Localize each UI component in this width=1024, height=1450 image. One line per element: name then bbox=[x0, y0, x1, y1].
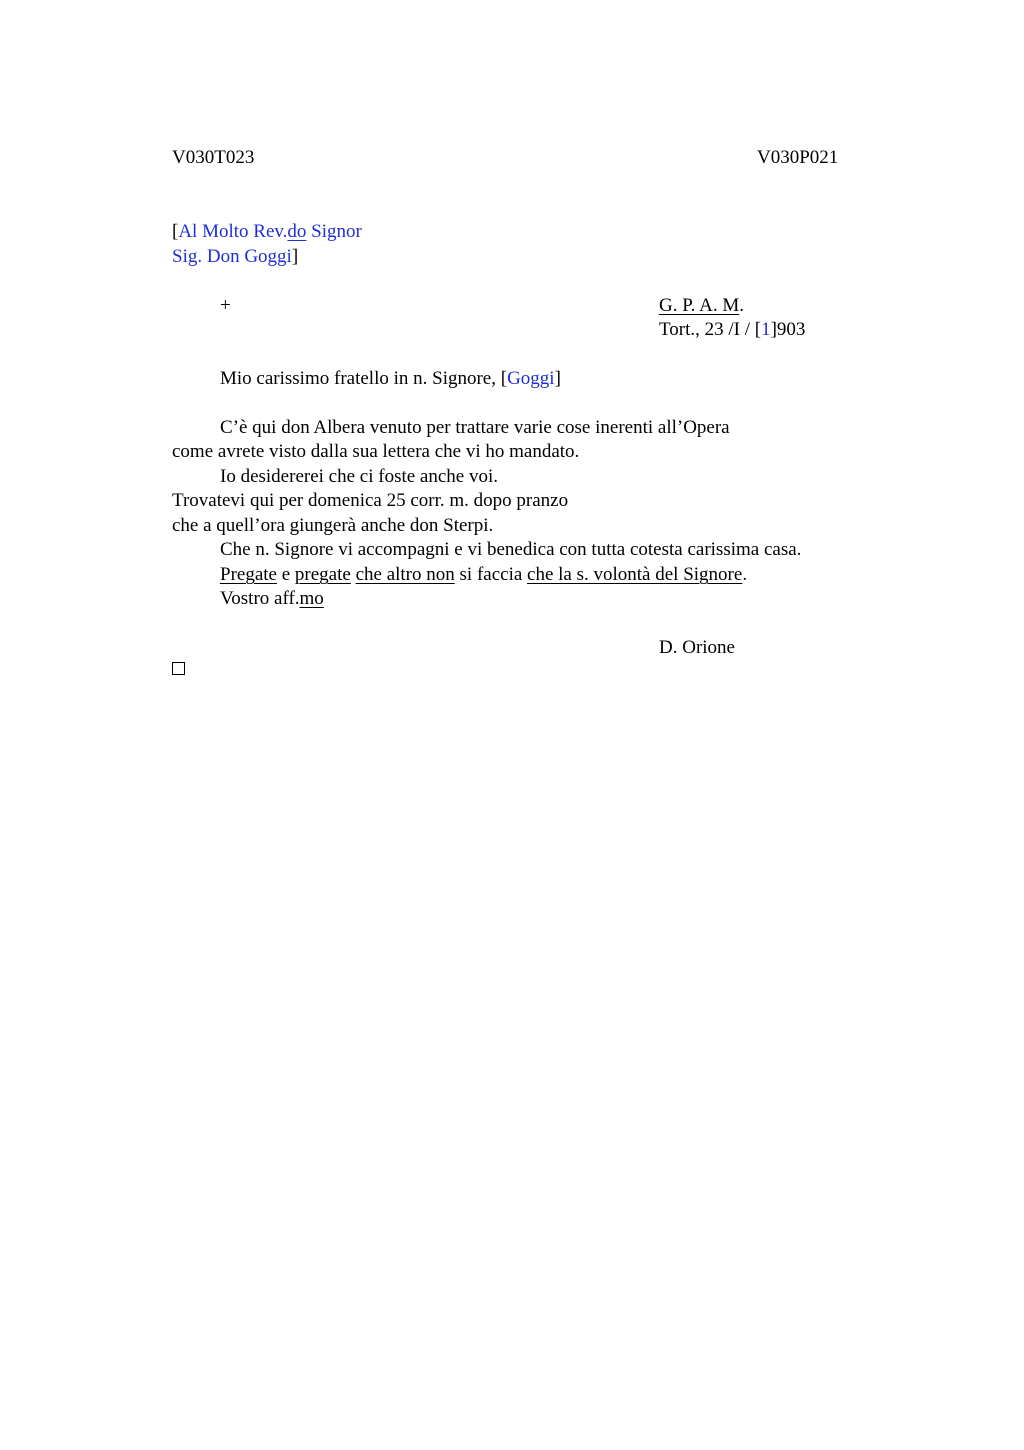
body-line-7-c: pregate bbox=[294, 564, 351, 585]
date-part-3: ]903 bbox=[770, 319, 806, 340]
date-part-2: 1 bbox=[761, 319, 771, 340]
address-line-1-end: Signor bbox=[306, 221, 362, 242]
date-part-1: Tort., 23 /I / [ bbox=[659, 319, 762, 340]
motto-period: . bbox=[739, 295, 744, 316]
body-line-7-a: Pregate bbox=[220, 564, 277, 585]
address-line-1-text: Al Molto Rev. bbox=[178, 221, 288, 242]
address-line-2-text: Sig. Don Goggi bbox=[172, 246, 292, 267]
end-box-icon bbox=[172, 662, 185, 675]
address-open-bracket: [ bbox=[172, 221, 179, 242]
salutation-text: Mio carissimo fratello in n. Signore, [ bbox=[220, 368, 508, 389]
salutation-name: Goggi bbox=[507, 368, 555, 389]
closing-text: Vostro aff. bbox=[220, 588, 300, 609]
address-line-2 bbox=[172, 245, 298, 269]
salutation-close: ] bbox=[554, 368, 561, 389]
body-line-3: Io desidererei che ci foste anche voi. bbox=[220, 466, 499, 487]
body-line-4: Trovatevi qui per domenica 25 corr. m. dopo pranzo bbox=[172, 490, 569, 511]
body-line-7-h: . bbox=[742, 564, 748, 585]
salutation bbox=[220, 367, 561, 391]
body-line-7-e: che altro non bbox=[355, 564, 455, 585]
motto bbox=[659, 294, 744, 318]
body-line-1: C’è qui don Albera venuto per trattare varie cose inerenti all’Opera bbox=[220, 417, 730, 438]
body-line-7-g: che la s. volontà del Signore bbox=[527, 564, 743, 585]
document-code-left: V030T023 bbox=[172, 147, 255, 168]
body-line-5: che a quell’ora giungerà anche don Sterpi. bbox=[172, 515, 494, 536]
address-superscript-abbrev: do bbox=[287, 221, 307, 242]
document-code-right: V030P021 bbox=[757, 147, 839, 168]
closing-line bbox=[220, 587, 324, 611]
address-close-bracket: ] bbox=[291, 246, 299, 267]
body-line-7-f: si faccia bbox=[454, 564, 528, 585]
body-line-6: Che n. Signore vi accompagni e vi benedica con tutta cotesta carissima casa. bbox=[220, 539, 802, 560]
body-line-2: come avrete visto dalla sua lettera che vi ho mandato. bbox=[172, 441, 580, 462]
letter-date bbox=[659, 318, 805, 342]
motto-text: G. P. A. M bbox=[659, 295, 740, 316]
closing-abbrev: mo bbox=[299, 588, 324, 609]
body-line-7-b: e bbox=[276, 564, 295, 585]
address-line-1 bbox=[172, 220, 362, 244]
body-line-7 bbox=[220, 563, 747, 587]
signature: D. Orione bbox=[659, 637, 735, 658]
cross-symbol: + bbox=[220, 295, 231, 316]
